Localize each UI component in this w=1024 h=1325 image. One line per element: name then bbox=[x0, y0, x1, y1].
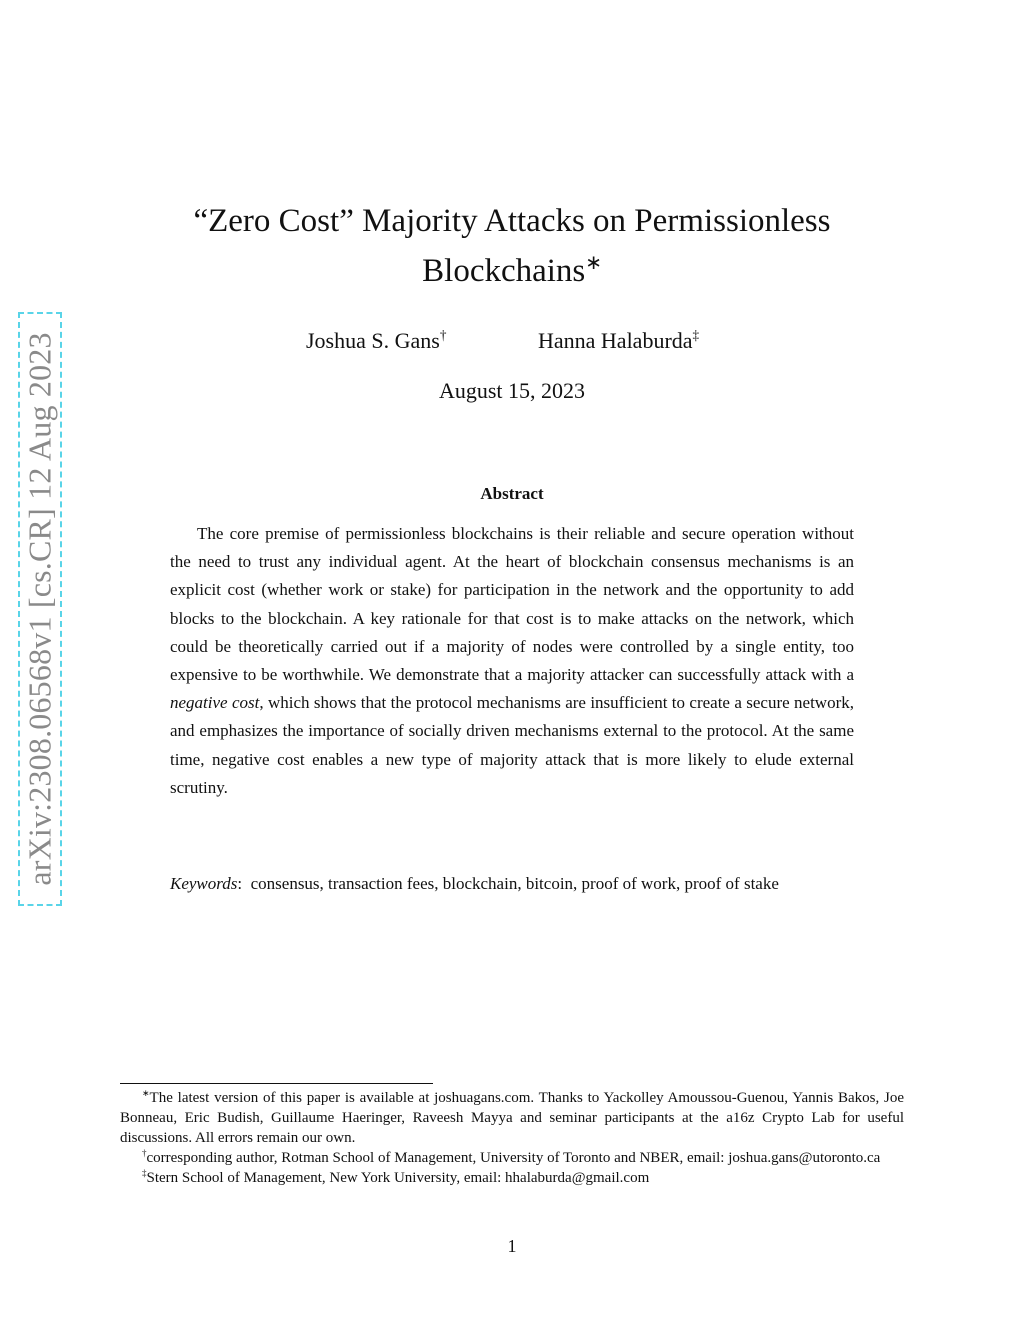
footnote-1 bbox=[120, 1088, 904, 1148]
paper-title bbox=[150, 196, 874, 296]
author-footnote-mark: † bbox=[439, 327, 447, 343]
footnote-text: The latest version of this paper is available at joshuagans.com. Thanks to Yackolley Amoussou-Guenou, Yannis Bakos, Joe Bonneau, Eric Budish, Guillaume Haeringer, Raveesh Mayya and seminar participants at the a16z Crypto Lab for useful discussions. All errors remain our own. bbox=[120, 1090, 904, 1146]
author-halaburda bbox=[538, 328, 699, 354]
abstract-text-part-2: , which shows that the protocol mechanisms are insufficient to create a secure network, and emphasizes the importance of socially driven mechanisms external to the protocol. At the same time, negative cost enables a new type of majority attack that is more likely to elude external scrutiny. bbox=[170, 693, 854, 797]
keywords-list: consensus, transaction fees, blockchain, bitcoin, proof of work, proof of stake bbox=[250, 874, 779, 893]
keywords: Keywords: consensus, transaction fees, blockchain, bitcoin, proof of work, proof of stake bbox=[170, 874, 779, 893]
footnote-2 bbox=[120, 1148, 904, 1168]
abstract-text-part-1: The core premise of permissionless blockchains is their reliable and secure operation without the need to trust any individual agent. At the heart of blockchain consensus mechanisms is an explicit cost (whether work or stake) for participation in the network and the opportunity to add blocks to the blockchain. A key rationale for that cost is to make attacks on the network, which could be theoretically carried out if a majority of nodes were controlled by a single entity, too expensive to be worthwhile. We demonstrate that a majority attacker can successfully attack with a bbox=[170, 524, 854, 685]
footnote-3 bbox=[120, 1168, 904, 1188]
footnote-mark: ∗ bbox=[142, 1088, 150, 1098]
footnote-mark: † bbox=[142, 1148, 147, 1158]
abstract-emphasis: negative cost bbox=[170, 693, 260, 713]
keywords-label: Keywords bbox=[170, 874, 238, 893]
title-line-2-text: Blockchains bbox=[422, 253, 586, 289]
title-line-1: “Zero Cost” Majority Attacks on Permissionless bbox=[193, 203, 831, 239]
footnote-mark: ‡ bbox=[142, 1168, 147, 1178]
paper-date: August 15, 2023 bbox=[438, 378, 586, 403]
footnote-text: corresponding author, Rotman School of Management, University of Toronto and NBER, email: joshua.gans@utoronto.ca bbox=[146, 1150, 881, 1166]
title-footnote-mark: ∗ bbox=[585, 252, 602, 274]
arxiv-identifier: arXiv:2308.06568v1 [cs.CR] 12 Aug 2023 bbox=[21, 332, 58, 886]
abstract-body bbox=[170, 520, 854, 802]
footnotes bbox=[120, 1088, 904, 1188]
author-name: Hanna Halaburda bbox=[538, 328, 693, 353]
author-name: Joshua S. Gans bbox=[306, 328, 440, 353]
author-gans bbox=[306, 328, 446, 354]
footnote-text: Stern School of Management, New York University, email: hhalaburda@gmail.com bbox=[146, 1170, 650, 1186]
title-line-2 bbox=[150, 246, 874, 296]
page-number: 1 bbox=[507, 1236, 517, 1256]
footnote-divider bbox=[120, 1083, 433, 1084]
author-footnote-mark: ‡ bbox=[692, 327, 700, 343]
abstract-heading: Abstract bbox=[480, 484, 544, 503]
